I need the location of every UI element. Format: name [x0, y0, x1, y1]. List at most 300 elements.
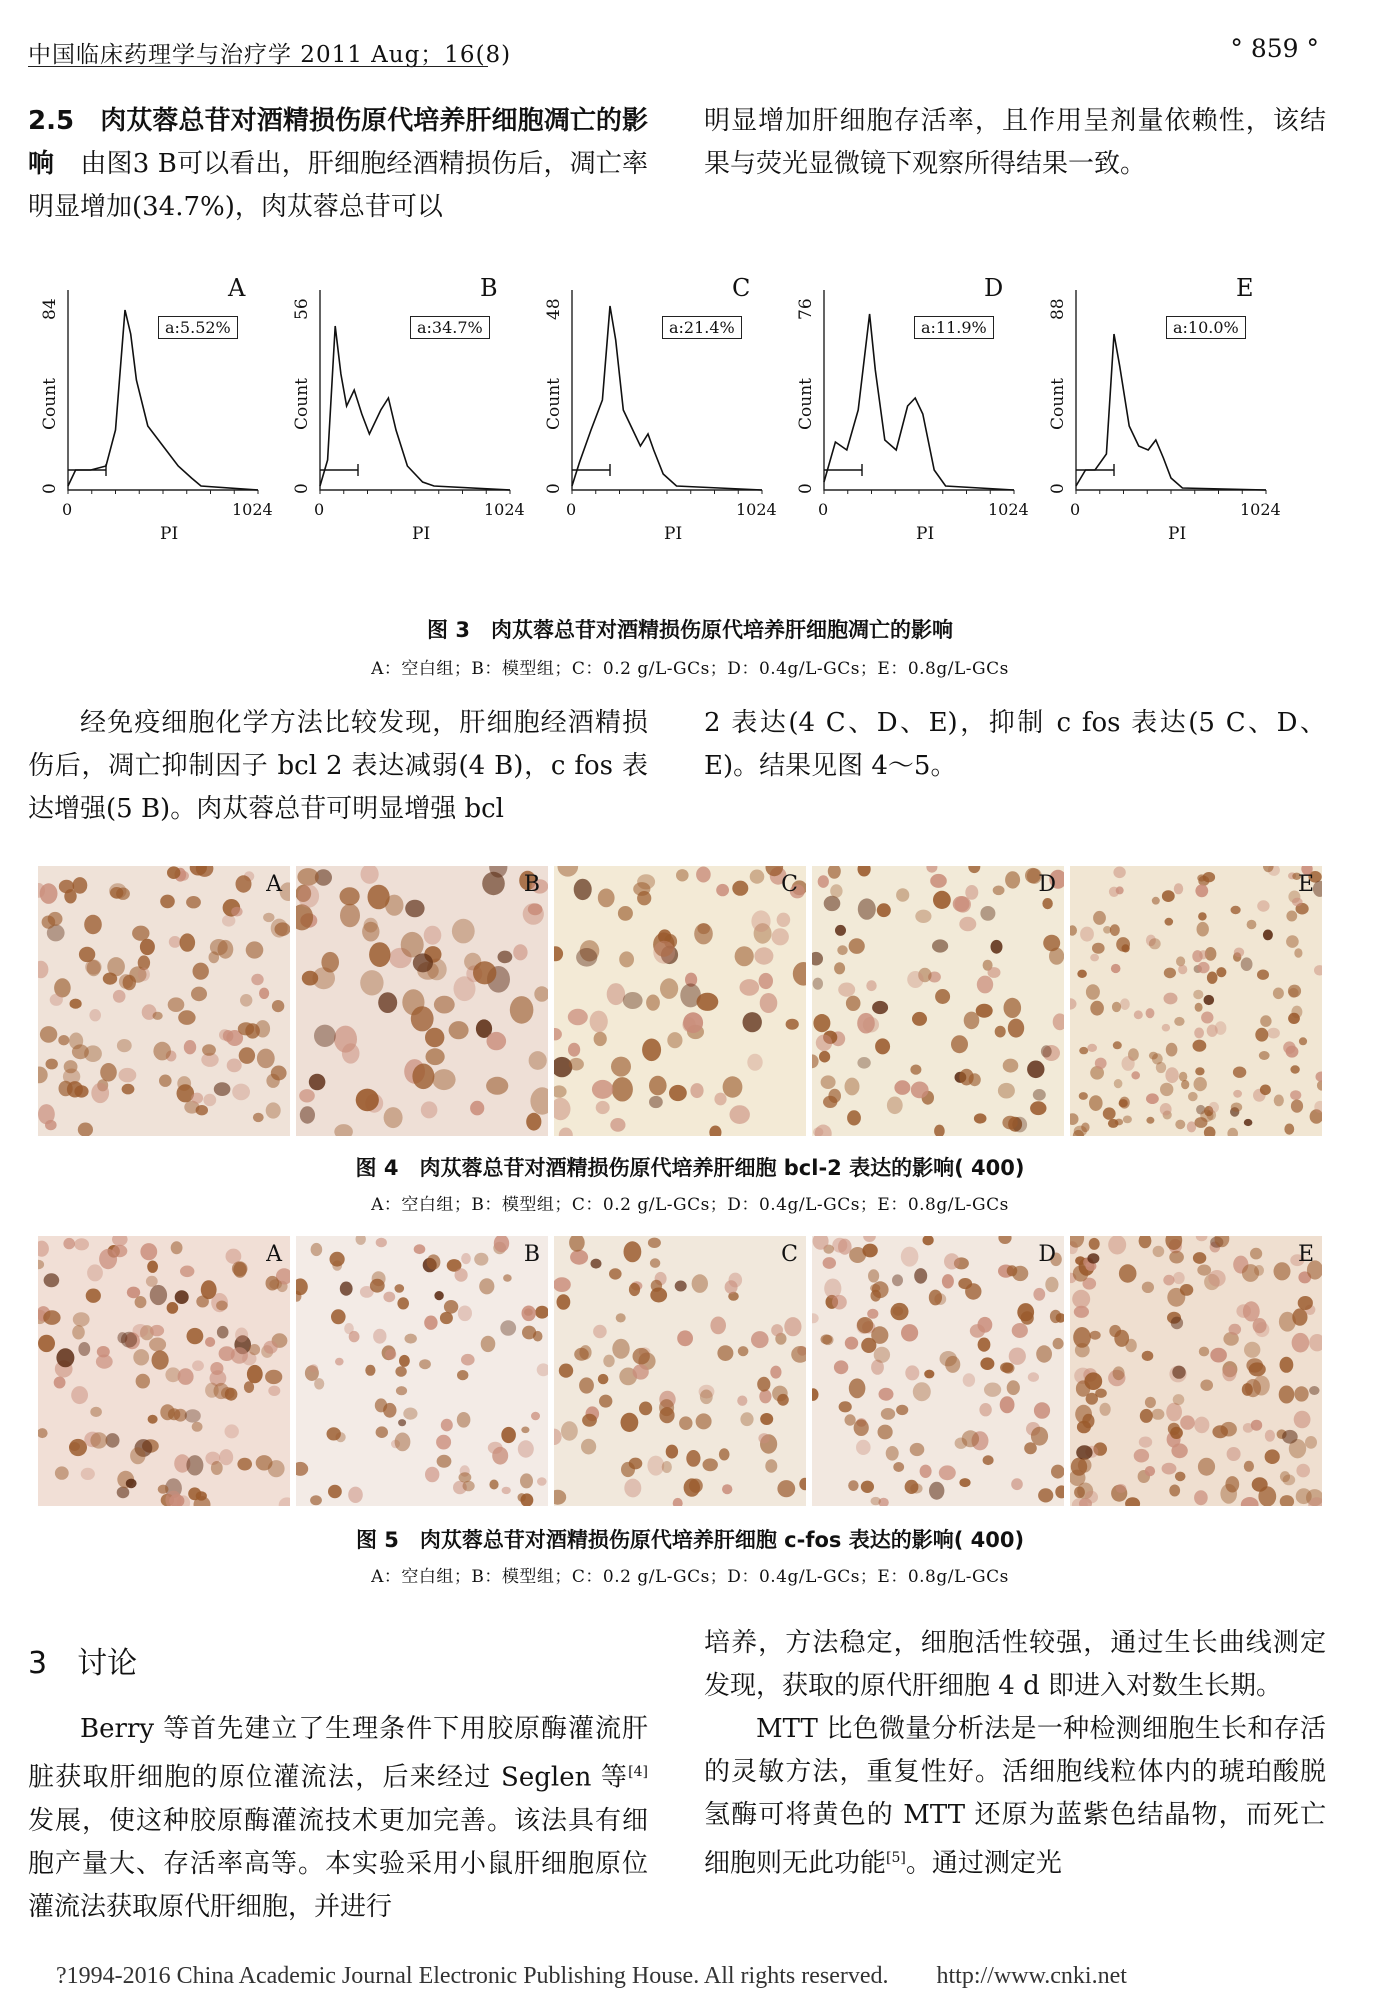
stained-nucleus: [117, 1039, 132, 1052]
histogram-panel-b: [290, 274, 540, 610]
stained-nucleus: [253, 1113, 264, 1122]
stained-nucleus: [470, 1101, 484, 1116]
apoptosis-rate-box: a:5.52%: [158, 316, 238, 339]
stained-nucleus: [383, 1403, 396, 1418]
micrograph-image: [38, 1236, 290, 1506]
stained-nucleus: [751, 1331, 769, 1348]
micrograph-panel-e: [1070, 1236, 1322, 1506]
stained-nucleus: [50, 994, 63, 1006]
stained-nucleus: [834, 962, 845, 974]
stained-nucleus: [1050, 1310, 1061, 1323]
section-3-text-right-2b: 。通过测定光: [905, 1848, 1062, 1879]
stained-nucleus: [832, 1238, 847, 1253]
stained-nucleus: [868, 1269, 879, 1282]
stained-nucleus: [717, 1345, 733, 1361]
stained-nucleus: [117, 1487, 130, 1499]
stained-nucleus: [138, 968, 150, 982]
stained-nucleus: [786, 1019, 799, 1030]
stained-nucleus: [503, 1274, 512, 1281]
stained-nucleus: [434, 996, 455, 1014]
stained-nucleus: [1077, 1421, 1091, 1434]
stained-nucleus: [1041, 1045, 1052, 1057]
stained-nucleus: [1080, 927, 1094, 942]
stained-nucleus: [998, 1083, 1015, 1099]
stained-nucleus: [1274, 1095, 1284, 1107]
stained-nucleus: [646, 995, 660, 1011]
section-3-heading: 3 讨论: [28, 1646, 138, 1681]
immuno-text-left: 经免疫细胞化学方法比较发现，肝细胞经酒精损伤后，凋亡抑制因子 bcl 2 表达减弱(4 B)，c fos 表达增强(5 B)。肉苁蓉总苷可明显增强 bcl: [28, 708, 648, 824]
stained-nucleus: [1291, 1100, 1303, 1113]
stained-nucleus: [1009, 1348, 1026, 1365]
stained-nucleus: [69, 1442, 80, 1451]
stained-nucleus: [616, 1313, 626, 1322]
stained-nucleus: [1208, 1270, 1225, 1287]
figure-5-note: A：空白组；B：模型组；C：0.2 g/L-GCs；D：0.4g/L-GCs；E：0.8g/L-GCs: [371, 1567, 1009, 1587]
section-2-5-text-left: 由图3 B可以看出，肝细胞经酒精损伤后，凋亡率明显增加(34.7%)，肉苁蓉总苷可以: [28, 149, 648, 222]
stained-nucleus: [168, 997, 185, 1012]
stained-nucleus: [1134, 1010, 1143, 1019]
stained-nucleus: [231, 1347, 248, 1364]
section-2-5-title: 2.5 肉苁蓉总苷对酒精损伤原代培养肝细胞凋亡的影响: [28, 106, 648, 179]
stained-nucleus: [100, 1063, 117, 1082]
immuno-paragraph-left: [28, 702, 648, 831]
stained-nucleus: [1049, 948, 1064, 965]
histogram-curve: [1076, 334, 1266, 490]
stained-nucleus: [340, 887, 360, 905]
stained-nucleus: [603, 1355, 614, 1368]
stained-nucleus: [210, 939, 228, 955]
stained-nucleus: [40, 1026, 57, 1043]
stained-nucleus: [348, 1487, 363, 1503]
stained-nucleus: [69, 1033, 83, 1050]
stained-nucleus: [1053, 1338, 1064, 1349]
x-axis-label: PI: [160, 524, 179, 544]
stained-nucleus: [714, 1093, 726, 1106]
stained-nucleus: [866, 980, 876, 991]
stained-nucleus: [1103, 926, 1111, 934]
stained-nucleus: [976, 1004, 993, 1018]
stained-nucleus: [184, 1040, 196, 1054]
stained-nucleus: [697, 993, 719, 1011]
stained-nucleus: [1011, 1478, 1023, 1490]
panel-letter: B: [523, 1242, 540, 1267]
stained-nucleus: [980, 1357, 994, 1370]
stained-nucleus: [1033, 1288, 1045, 1301]
panel-letter: D: [984, 274, 1004, 302]
stained-nucleus: [84, 915, 102, 935]
stained-nucleus: [730, 1105, 750, 1124]
stained-nucleus: [1174, 1017, 1184, 1026]
stained-nucleus: [1172, 1366, 1185, 1379]
stained-nucleus: [160, 895, 175, 909]
stained-nucleus: [1095, 1058, 1107, 1069]
stained-nucleus: [1173, 1394, 1185, 1405]
stained-nucleus: [633, 1364, 649, 1379]
gate-marker: [824, 464, 862, 476]
stained-nucleus: [1197, 962, 1209, 973]
stained-nucleus: [256, 1455, 273, 1470]
stained-nucleus: [1012, 1323, 1028, 1338]
stained-nucleus: [1072, 1290, 1090, 1308]
stained-nucleus: [874, 1347, 890, 1363]
stained-nucleus: [1195, 884, 1208, 897]
stained-nucleus: [1231, 1103, 1242, 1112]
stained-nucleus: [738, 1346, 749, 1356]
stained-nucleus: [759, 973, 773, 989]
stained-nucleus: [232, 1261, 248, 1276]
stained-nucleus: [1255, 1028, 1268, 1042]
stained-nucleus: [1003, 1059, 1019, 1073]
stained-nucleus: [1252, 1477, 1268, 1492]
stained-nucleus: [272, 1000, 284, 1012]
panel-letter: C: [781, 872, 798, 897]
stained-nucleus: [901, 1247, 919, 1267]
histogram-curve: [824, 314, 1014, 490]
stained-nucleus: [203, 1094, 216, 1106]
stained-nucleus: [1160, 1083, 1173, 1096]
stained-nucleus: [1282, 1430, 1298, 1444]
stained-nucleus: [216, 1301, 228, 1311]
stained-nucleus: [624, 1479, 641, 1498]
stained-nucleus: [227, 1059, 242, 1073]
stained-nucleus: [1298, 1296, 1313, 1310]
stained-nucleus: [175, 1290, 189, 1304]
stained-nucleus: [845, 1337, 858, 1350]
stained-nucleus: [894, 1080, 910, 1095]
stained-nucleus: [1030, 1101, 1046, 1115]
stained-nucleus: [481, 1336, 496, 1352]
histogram-panel-e: [1046, 274, 1296, 610]
stained-nucleus: [839, 1401, 852, 1412]
stained-nucleus: [452, 919, 475, 944]
stained-nucleus: [598, 1374, 609, 1384]
stained-nucleus: [1165, 1067, 1178, 1083]
stained-nucleus: [38, 1335, 55, 1352]
stained-nucleus: [692, 1274, 708, 1293]
stained-nucleus: [939, 1465, 956, 1480]
stained-nucleus: [1115, 1119, 1123, 1126]
stained-nucleus: [71, 1386, 88, 1404]
stained-nucleus: [1292, 1333, 1310, 1353]
stained-nucleus: [857, 1013, 875, 1034]
stained-nucleus: [1142, 1282, 1154, 1293]
stained-nucleus: [984, 1383, 1001, 1397]
stained-nucleus: [594, 1032, 607, 1046]
micrograph-panel-a: [38, 1236, 290, 1506]
stained-nucleus: [266, 1074, 279, 1088]
stained-nucleus: [1243, 1423, 1254, 1433]
stained-nucleus: [849, 938, 865, 954]
stained-nucleus: [235, 1328, 248, 1343]
stained-nucleus: [328, 1485, 342, 1498]
stained-nucleus: [1236, 1304, 1251, 1318]
stained-nucleus: [1113, 867, 1125, 879]
panel-letter: B: [480, 274, 498, 302]
stained-nucleus: [1152, 897, 1160, 905]
stained-nucleus: [743, 1012, 762, 1032]
stained-nucleus: [933, 891, 951, 909]
stained-nucleus: [1111, 964, 1121, 973]
stained-nucleus: [1074, 1306, 1089, 1318]
stained-nucleus: [924, 1370, 934, 1379]
stained-nucleus: [48, 912, 63, 926]
stained-nucleus: [1212, 1425, 1228, 1438]
section-3-text-right-2: MTT 比色微量分析法是一种检测细胞生长和存活的灵敏方法，重复性好。活细胞线粒体内的琥珀酸脱氢酶可将黄色的 MTT 还原为蓝紫色结晶物，而死亡细胞则无此功能: [704, 1714, 1326, 1879]
stained-nucleus: [398, 1419, 406, 1426]
stained-nucleus: [700, 1390, 713, 1405]
stained-nucleus: [832, 1295, 847, 1310]
stained-nucleus: [593, 1325, 607, 1338]
stained-nucleus: [464, 953, 481, 971]
stained-nucleus: [412, 1064, 434, 1090]
stained-nucleus: [754, 947, 773, 964]
stained-nucleus: [140, 939, 155, 955]
stained-nucleus: [653, 941, 675, 964]
stained-nucleus: [977, 976, 993, 994]
stained-nucleus: [959, 917, 976, 932]
stained-nucleus: [1149, 938, 1161, 949]
micrograph-image: [1070, 1236, 1322, 1506]
y-axis-label: Count: [1048, 378, 1068, 430]
stained-nucleus: [818, 875, 829, 888]
y-axis-min-label: 0: [40, 483, 60, 494]
stained-nucleus: [1288, 985, 1301, 998]
stained-nucleus: [1164, 993, 1178, 1005]
stained-nucleus: [1031, 1427, 1048, 1446]
stained-nucleus: [72, 1325, 85, 1339]
stained-nucleus: [857, 1057, 870, 1069]
stained-nucleus: [887, 1097, 903, 1115]
stained-nucleus: [365, 1365, 375, 1376]
x-axis-max-label: 1024: [1240, 500, 1281, 519]
stained-nucleus: [878, 1425, 893, 1440]
stained-nucleus: [1233, 1090, 1242, 1098]
stained-nucleus: [1210, 1348, 1227, 1363]
stained-nucleus: [1007, 1265, 1018, 1276]
stained-nucleus: [861, 1481, 874, 1493]
stained-nucleus: [1267, 1028, 1280, 1039]
stained-nucleus: [86, 1289, 101, 1303]
micrograph-panel-e: [1070, 866, 1322, 1136]
stained-nucleus: [930, 874, 947, 888]
stained-nucleus: [266, 1276, 280, 1291]
stained-nucleus: [1193, 1040, 1207, 1052]
stained-nucleus: [384, 1107, 403, 1128]
stained-nucleus: [821, 1075, 836, 1089]
stained-nucleus: [531, 1412, 540, 1421]
stained-nucleus: [612, 1339, 629, 1359]
stained-nucleus: [920, 1465, 932, 1478]
stained-nucleus: [405, 900, 424, 918]
stained-nucleus: [871, 1497, 881, 1505]
stained-nucleus: [1028, 1372, 1039, 1382]
x-axis-label: PI: [1168, 524, 1187, 544]
x-axis-label: PI: [412, 524, 431, 544]
stained-nucleus: [1244, 1119, 1253, 1126]
stained-nucleus: [500, 1320, 516, 1335]
stained-nucleus: [518, 1440, 534, 1457]
stained-nucleus: [149, 1338, 166, 1352]
stained-nucleus: [211, 1461, 223, 1475]
panel-letter: E: [1297, 872, 1314, 897]
stained-nucleus: [703, 1458, 718, 1471]
stained-nucleus: [263, 913, 274, 922]
stained-nucleus: [463, 1481, 475, 1492]
stained-nucleus: [845, 1414, 856, 1425]
stained-nucleus: [1103, 1107, 1116, 1119]
x-axis-max-label: 1024: [484, 500, 525, 519]
stained-nucleus: [437, 1455, 452, 1468]
stained-nucleus: [1166, 1043, 1178, 1057]
stained-nucleus: [847, 1110, 861, 1125]
stained-nucleus: [178, 1368, 194, 1385]
stained-nucleus: [425, 1467, 439, 1482]
stained-nucleus: [607, 983, 625, 1005]
stained-nucleus: [612, 1077, 633, 1101]
stained-nucleus: [335, 1358, 344, 1366]
stained-nucleus: [232, 1084, 250, 1101]
section-3-paragraph-mtt: [704, 1708, 1326, 1886]
figure-4-note: A：空白组；B：模型组；C：0.2 g/L-GCs；D：0.4g/L-GCs；E：0.8g/L-GCs: [371, 1195, 1009, 1215]
stained-nucleus: [569, 1058, 584, 1071]
stained-nucleus: [1008, 1019, 1024, 1038]
stained-nucleus: [1131, 1071, 1140, 1079]
histogram-panel-d: [794, 274, 1044, 610]
stained-nucleus: [1175, 1472, 1186, 1482]
stained-nucleus: [618, 906, 633, 921]
stained-nucleus: [1197, 1265, 1211, 1276]
stained-nucleus: [54, 1377, 66, 1389]
stained-nucleus: [1166, 1403, 1182, 1422]
stained-nucleus: [167, 866, 180, 879]
gate-marker: [1076, 464, 1114, 476]
stained-nucleus: [405, 1334, 417, 1344]
stained-nucleus: [1162, 890, 1175, 902]
stained-nucleus: [758, 1433, 769, 1443]
stained-nucleus: [1116, 1484, 1127, 1493]
stained-nucleus: [356, 1089, 379, 1112]
x-axis-min-label: 0: [314, 500, 325, 519]
stained-nucleus: [1093, 911, 1106, 925]
stained-nucleus: [682, 1017, 695, 1032]
stained-nucleus: [1234, 948, 1244, 958]
stained-nucleus: [1279, 1386, 1295, 1404]
stained-nucleus: [537, 1477, 547, 1486]
stained-nucleus: [677, 1330, 693, 1346]
stained-nucleus: [1225, 1476, 1239, 1492]
stained-nucleus: [1247, 920, 1257, 930]
panel-letter: D: [1038, 872, 1056, 897]
stained-nucleus: [300, 1106, 315, 1123]
stained-nucleus: [362, 922, 379, 942]
stained-nucleus: [85, 959, 101, 974]
stained-nucleus: [180, 1266, 194, 1278]
stained-nucleus: [205, 1337, 215, 1347]
stained-nucleus: [633, 1348, 650, 1365]
y-axis-label: Count: [796, 378, 816, 430]
stained-nucleus: [219, 1029, 231, 1040]
figure-3-caption: 图 3 肉苁蓉总苷对酒精损伤原代培养肝细胞凋亡的影响: [427, 618, 953, 642]
stained-nucleus: [373, 1329, 386, 1344]
stained-nucleus: [610, 1118, 625, 1132]
y-axis-max-label: 48: [544, 298, 564, 320]
apoptosis-rate-box: a:10.0%: [1166, 316, 1246, 339]
stained-nucleus: [112, 1245, 127, 1257]
stained-nucleus: [1027, 1061, 1044, 1079]
stained-nucleus: [598, 889, 615, 908]
stained-nucleus: [1087, 1253, 1099, 1263]
stained-nucleus: [1085, 1491, 1098, 1504]
stained-nucleus: [1194, 1490, 1208, 1505]
stained-nucleus: [1075, 1343, 1090, 1357]
stained-nucleus: [1007, 1380, 1020, 1395]
stained-nucleus: [38, 1104, 55, 1124]
stained-nucleus: [55, 1466, 69, 1479]
stained-nucleus: [1123, 1116, 1132, 1124]
stained-nucleus: [770, 1366, 781, 1379]
stained-nucleus: [140, 1243, 157, 1260]
stained-nucleus: [178, 1010, 195, 1025]
stained-nucleus: [214, 1383, 229, 1399]
stained-nucleus: [1169, 1485, 1180, 1497]
x-axis-max-label: 1024: [736, 500, 777, 519]
stained-nucleus: [816, 1035, 832, 1052]
stained-nucleus: [740, 979, 760, 996]
stained-nucleus: [1199, 950, 1207, 959]
stained-nucleus: [621, 1462, 635, 1477]
stained-nucleus: [591, 1259, 602, 1269]
stained-nucleus: [150, 1325, 164, 1336]
stained-nucleus: [979, 1403, 991, 1416]
y-axis-max-label: 84: [40, 298, 60, 320]
stained-nucleus: [1244, 1342, 1260, 1358]
reference-5: [5]: [886, 1850, 906, 1866]
stained-nucleus: [376, 1426, 388, 1438]
stained-nucleus: [1233, 1067, 1246, 1078]
stained-nucleus: [901, 1324, 918, 1341]
x-axis-label: PI: [916, 524, 935, 544]
stained-nucleus: [1204, 995, 1215, 1005]
apoptosis-rate-box: a:34.7%: [410, 316, 490, 339]
stained-nucleus: [662, 1461, 672, 1473]
stained-nucleus: [619, 951, 634, 967]
stained-nucleus: [624, 1241, 642, 1262]
stained-nucleus: [132, 926, 149, 941]
stained-nucleus: [78, 1342, 90, 1356]
stained-nucleus: [830, 884, 842, 898]
stained-nucleus: [1290, 1065, 1299, 1073]
stained-nucleus: [444, 1300, 458, 1314]
stained-nucleus: [73, 1312, 90, 1326]
stained-nucleus: [719, 1448, 730, 1460]
stained-nucleus: [1146, 1093, 1159, 1104]
stained-nucleus: [414, 1244, 426, 1254]
stained-nucleus: [185, 1409, 201, 1422]
stained-nucleus: [1290, 1090, 1301, 1100]
stained-nucleus: [43, 1310, 60, 1325]
stained-nucleus: [629, 1283, 640, 1296]
stained-nucleus: [103, 973, 117, 985]
stained-nucleus: [1036, 1345, 1052, 1362]
stained-nucleus: [886, 1446, 899, 1461]
stained-nucleus: [1242, 1264, 1259, 1282]
stained-nucleus: [732, 881, 748, 896]
stained-nucleus: [1160, 1103, 1172, 1115]
stained-nucleus: [520, 1473, 533, 1488]
stained-nucleus: [240, 994, 252, 1007]
stained-nucleus: [1145, 1466, 1155, 1476]
stained-nucleus: [1283, 1041, 1295, 1053]
